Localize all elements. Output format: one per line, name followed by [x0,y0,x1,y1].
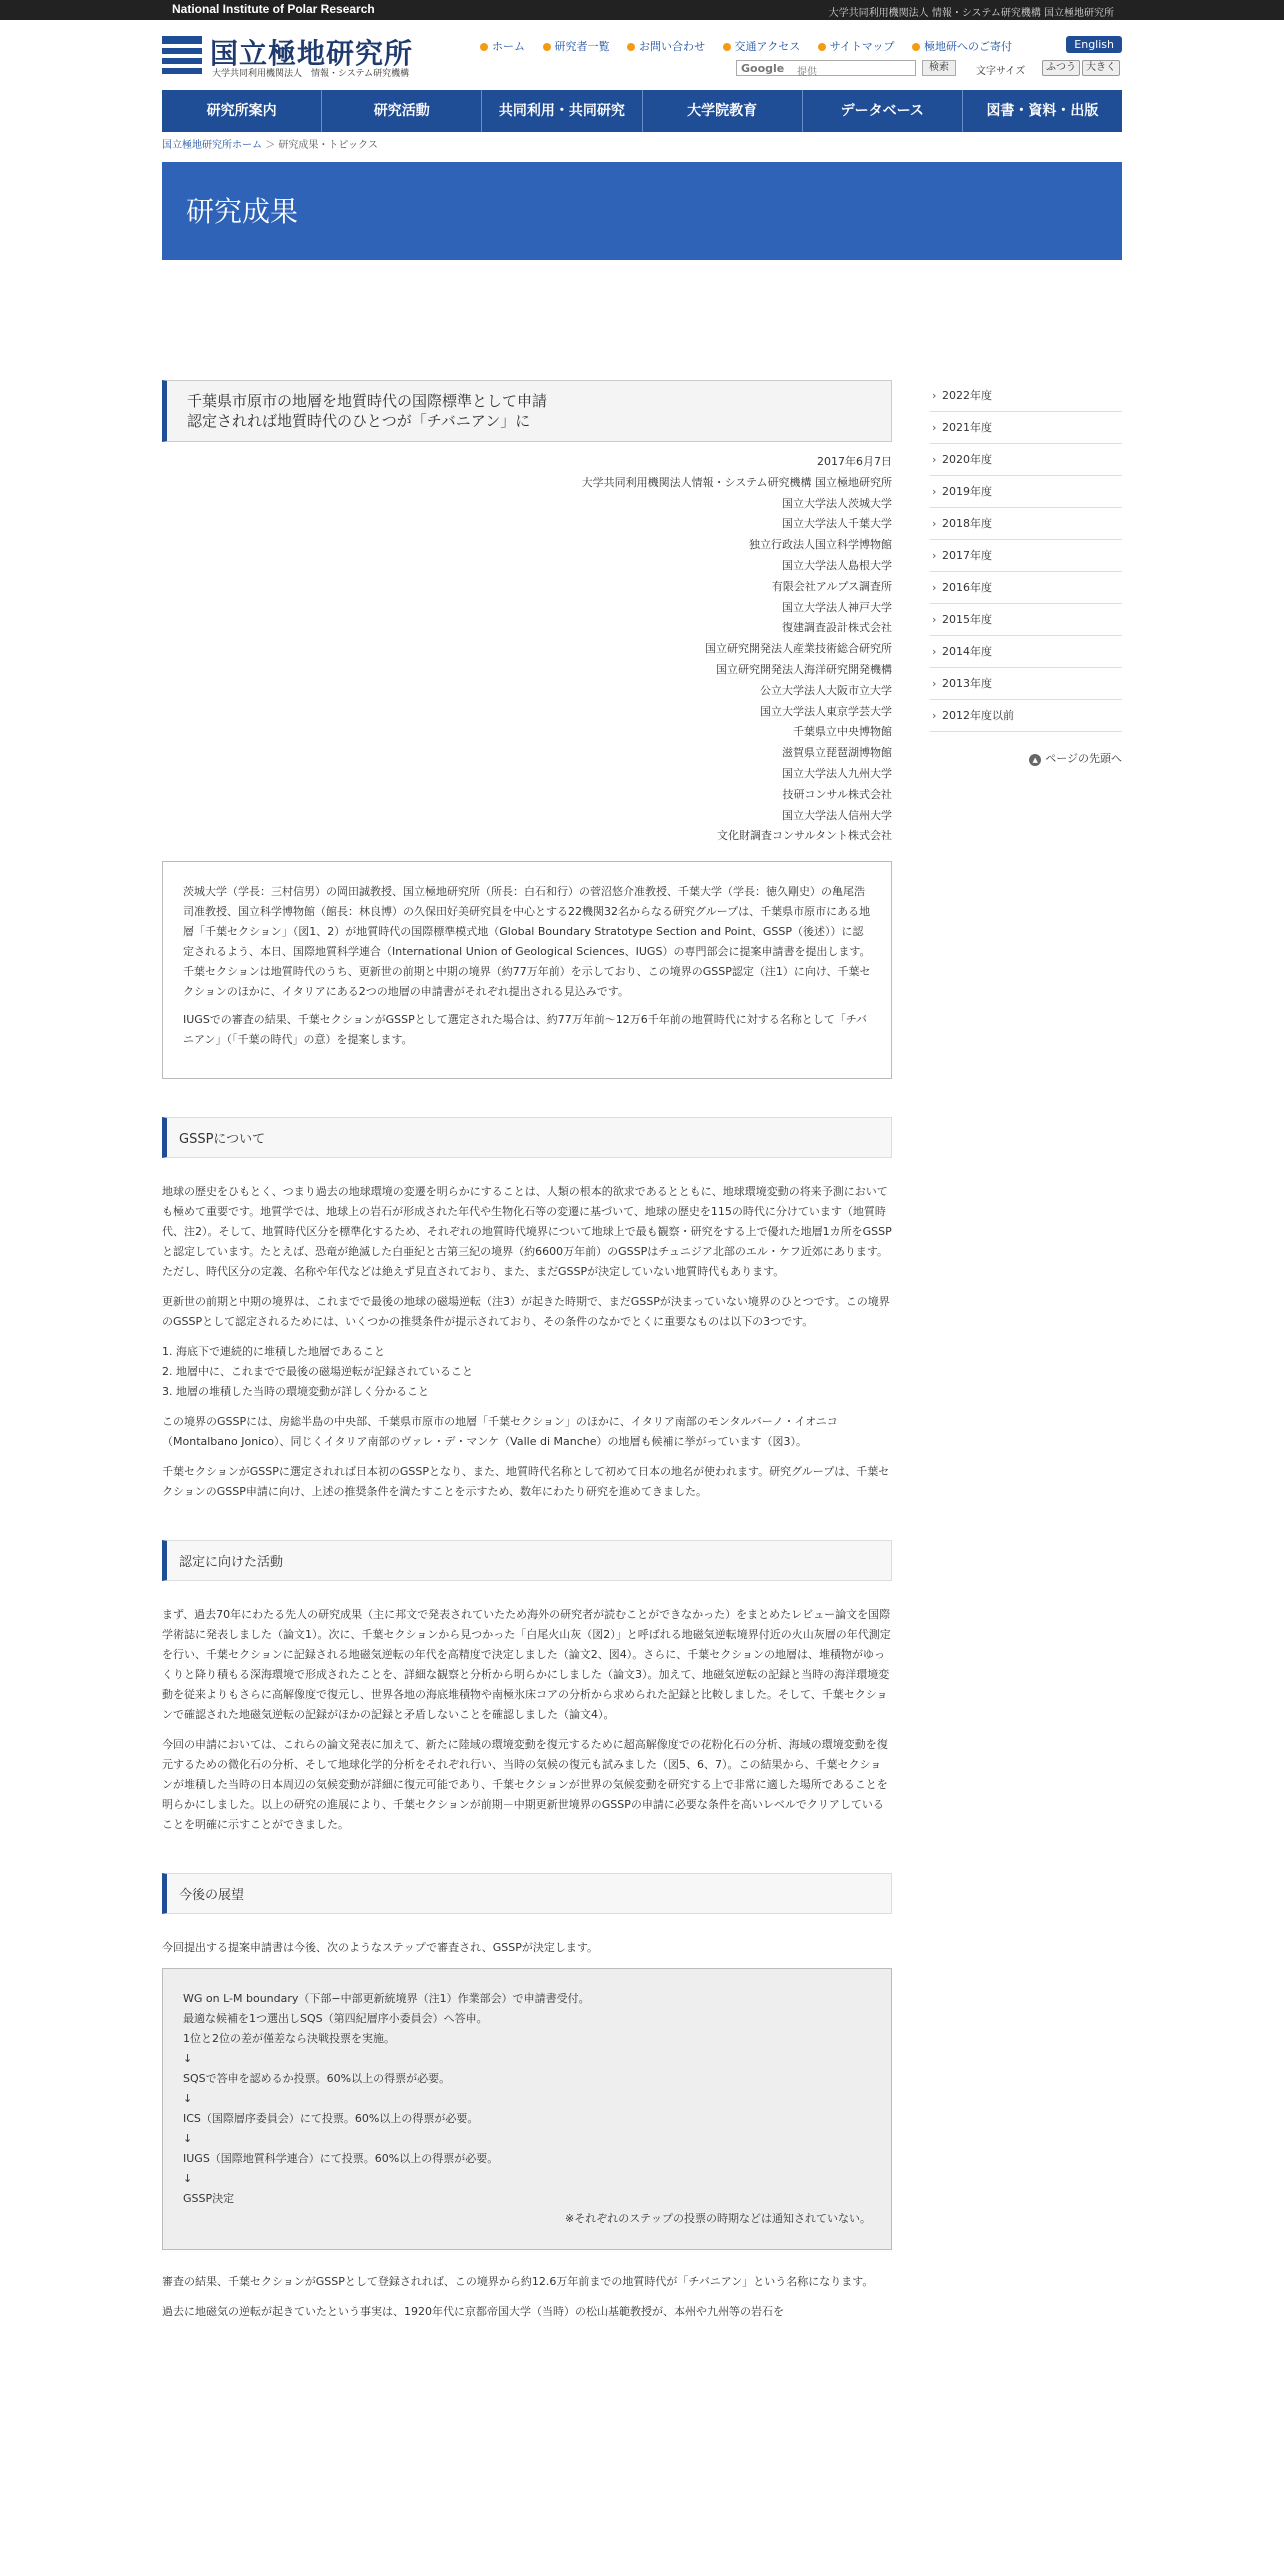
org-item: 国立大学法人九州大学 [782,766,892,780]
logo-mark-icon [162,36,202,74]
utility-link-researchers[interactable]: 研究者一覧 [543,40,610,53]
review-step: ICS（国際層序委員会）にて投票。60%以上の得票が必要。 [183,2112,479,2126]
google-logo: Google [741,62,785,75]
font-size-normal-button[interactable]: ふつう [1042,60,1080,76]
article-meta [162,452,892,847]
gnav-database[interactable]: データベース [803,90,963,132]
sidebar-year-2014[interactable]: › 2014年度 [930,636,1122,668]
logo-english[interactable]: National Institute of Polar Research [172,2,375,16]
logo-subtitle: 大学共同利用機関法人 情報・システム研究機構 [212,69,410,79]
org-item: 国立大学法人茨城大学 [782,496,892,510]
sidebar-year-2019[interactable]: › 2019年度 [930,476,1122,508]
org-item: 文化財調査コンサルタント株式会社 [716,829,892,843]
org-name: 大学共同利用機関法人 情報・システム研究機構 国立極地研究所 [828,8,1114,19]
section-heading-outlook: 今後の展望 [162,1873,892,1914]
gnav-graduate[interactable]: 大学院教育 [643,90,803,132]
review-step: IUGS（国際地質科学連合）にて投票。60%以上の得票が必要。 [183,2152,499,2166]
org-item: 千葉県立中央博物館 [793,725,892,739]
breadcrumb [162,132,1122,162]
page-title: 研究成果 [186,195,299,228]
font-size-label: 文字サイズ [976,66,1026,77]
sidebar-year-2015[interactable]: › 2015年度 [930,604,1122,636]
org-item: 国立大学法人島根大学 [782,558,892,572]
conditions-list [162,1342,892,1402]
review-steps-box [162,1968,892,2250]
org-item: 独立行政法人国立科学博物館 [749,538,892,552]
paragraph: 今回提出する提案申請書は今後、次のようなステップで審査され、GSSPが決定します。 [162,1941,599,1955]
utility-link-donation[interactable]: 極地研へのご寄付 [912,40,1012,53]
sidebar-year-2012-earlier[interactable]: › 2012年度以前 [930,700,1122,732]
review-step: WG on L-M boundary（下部−中部更新統境界（注1）作業部会）で申請書受付。 [183,1992,590,2006]
org-item: 国立大学法人信州大学 [782,808,892,822]
review-step-arrow: ↓ [183,2092,193,2106]
list-item: 2. 地層中に、これまでで最後の磁場逆転が記録されていること [162,1365,473,1379]
org-item: 国立大学法人東京学芸大学 [760,704,892,718]
article-title-line2: 認定されれば地質時代のひとつが「チバニアン」に [187,412,531,430]
review-step: SQSで答申を認めるか投票。60%以上の得票が必要。 [183,2072,451,2086]
review-step-arrow: ↓ [183,2052,193,2066]
review-step-arrow: ↓ [183,2172,193,2186]
list-item: 1. 海底下で連続的に堆積した地層であること [162,1345,385,1359]
page-top-link[interactable]: ▲ ページの先頭へ [930,750,1122,766]
summary-paragraph: IUGSでの審査の結果、千葉セクションがGSSPとして選定された場合は、約77万年前～12万6千年前の地質時代に対する名称として「チバニアン」（「千葉の時代」の意）を提案します。 [183,1013,868,1047]
org-item: 復建調査設計株式会社 [782,621,892,635]
review-step: GSSP決定 [183,2192,235,2206]
section-outlook [162,1938,892,2322]
logo-japanese: 国立極地研究所 [210,37,414,70]
article-title-line1: 千葉県市原市の地層を地質時代の国際標準として申請 [187,392,548,410]
paragraph: 更新世の前期と中期の境界は、これまでで最後の地球の磁場逆転（注3）が起きた時期で、まだGSSPが決まっていない境界のひとつです。この境界のGSSPとして認定されるためには、いくつかの推奨条件が提示されており、その条件のなかでとくに重要なものは以下の3つです。 [162,1295,890,1329]
paragraph: 審査の結果、千葉セクションがGSSPとして登録されれば、この境界から約12.6万年前までの地質時代が「チバニアン」という名称になります。 [162,2275,874,2289]
search-input[interactable] [736,60,916,76]
global-nav [162,90,1122,132]
org-item: 公立大学法人大阪市立大学 [760,683,892,697]
article-date: 2017年6月7日 [817,455,892,468]
header [162,20,1122,90]
sidebar-year-2021[interactable]: › 2021年度 [930,412,1122,444]
paragraph: 地球の歴史をひもとく、つまり過去の地球環境の変遷を明らかにすることは、人類の根本的欲求であるとともに、地球環境変動の将来予測においても極めて重要です。地質学では、地球上の岩石が形成された年代や生物化石等の変遷に基づいて、地球の歴史を115の時代に分けています（地質時代、注2）。そして、地質時代区分を標準化するため、それぞれの地質時代境界について地球上で最も観察・研究をする上で優れた地層1カ所をGSSPと認定しています。たとえば、恐竜が絶滅した白亜紀と古第三紀の境界（約6600万年前）のGSSPはチュニジア北部のエル・ケフ近郊にあります。ただし、時代区分の定義、名称や年代などは絶えず見直されており、また、まだGSSPが決定していない地質時代もあります。 [162,1185,892,1279]
sidebar-year-2013[interactable]: › 2013年度 [930,668,1122,700]
utility-link-access[interactable]: 交通アクセス [723,40,801,53]
steps-note: ※それぞれのステップの投票の時期などは通知されていない。 [565,2212,871,2226]
utility-link-contact[interactable]: お問い合わせ [627,40,705,53]
article-title [187,391,877,431]
section-heading-gssp: GSSPについて [162,1117,892,1158]
sidebar-year-2016[interactable]: › 2016年度 [930,572,1122,604]
english-button[interactable]: English [1066,36,1122,53]
gnav-research[interactable]: 研究活動 [322,90,482,132]
font-size-large-button[interactable]: 大きく [1082,60,1120,76]
gnav-joint-research[interactable]: 共同利用・共同研究 [482,90,642,132]
org-item: 大学共同利用機関法人情報・システム研究機構 国立極地研究所 [581,475,892,489]
breadcrumb-separator: ＞ [265,140,276,151]
paragraph: 千葉セクションがGSSPに選定されれば日本初のGSSPとなり、また、地質時代名称として初めて日本の地名が使われます。研究グループは、千葉セクションのGSSP申請に向け、上述の推奨条件を満たすことを示すため、数年にわたり研究を進めてきました。 [162,1465,890,1499]
sidebar-year-2020[interactable]: › 2020年度 [930,444,1122,476]
gnav-about[interactable]: 研究所案内 [162,90,322,132]
org-item: 国立研究開発法人海洋研究開発機構 [716,662,892,676]
org-item: 国立研究開発法人産業技術総合研究所 [705,642,892,656]
site-logo[interactable] [162,34,462,78]
review-step: 最適な候補を1つ選出しSQS（第四紀層序小委員会）へ答申。 [183,2012,488,2026]
hero-banner [162,162,1122,260]
org-item: 有限会社アルプス調査所 [771,579,892,593]
review-step: 1位と2位の差が僅差なら決戦投票を実施。 [183,2032,395,2046]
section-gssp [162,1182,892,1502]
org-list [162,473,892,847]
breadcrumb-home[interactable]: 国立極地研究所ホーム [162,140,262,151]
breadcrumb-current: 研究成果・トピックス [278,140,378,151]
utility-nav [466,38,1012,54]
search-button[interactable]: 検索 [922,60,956,76]
review-step-arrow: ↓ [183,2132,193,2146]
org-item: 技研コンサル株式会社 [782,787,892,801]
org-item: 国立大学法人千葉大学 [782,517,892,531]
sidebar-year-2018[interactable]: › 2018年度 [930,508,1122,540]
gnav-library[interactable]: 図書・資料・出版 [986,103,1099,119]
sidebar-year-2022[interactable]: › 2022年度 [930,380,1122,412]
paragraph: この境界のGSSPには、房総半島の中央部、千葉県市原市の地層「千葉セクション」のほかに、イタリア南部のモンタルバーノ・イオニコ（Montalbano Jonico）、同じくイタリア南部のヴァレ・デ・マンケ（Valle di Manche）の地層も候補に挙がっています（図3）。 [162,1415,838,1449]
paragraph: 今回の申請においては、これらの論文発表に加えて、新たに陸域の環境変動を復元するために超高解像度での花粉化石の分析、海域の環境変動を復元するための微化石の分析、そして地球化学的分析をそれぞれ行い、当時の気候の復元も試みました（図5、6、7）。この結果から、千葉セクションが堆積した当時の日本周辺の気候変動が詳細に復元可能であり、千葉セクションが世界の気候変動を研究する上で非常に適した場所であることを明らかにしました。以上の研究の進展により、千葉セクションが前期－中期更新世境界のGSSPの申請に必要な条件を高いレベルでクリアしていることを明確に示すことができました。 [162,1738,888,1832]
sidebar [930,380,1122,766]
search-placeholder: 提供 [797,67,817,78]
section-heading-activities: 認定に向けた活動 [162,1540,892,1581]
sidebar-year-2017[interactable]: › 2017年度 [930,540,1122,572]
summary-box [162,861,892,1079]
top-bar [0,0,1284,20]
paragraph: 過去に地磁気の逆転が起きていたという事実は、1920年代に京都帝国大学（当時）の松山基範教授が、本州や九州等の岩石を [162,2305,784,2319]
utility-link-home[interactable]: ホーム [480,40,525,53]
utility-link-sitemap[interactable]: サイトマップ [818,40,895,53]
section-activities [162,1605,892,1835]
paragraph: まず、過去70年にわたる先人の研究成果（主に邦文で発表されていたため海外の研究者が読むことができなかった）をまとめたレビュー論文を国際学術誌に発表しました（論文1）。次に、千葉セクションから見つかった「白尾火山灰（図2）」と呼ばれる地磁気逆転境界付近の火山灰層の年代測定を行い、千葉セクションに記録される地磁気逆転の年代を高精度で決定しました（論文2、図4）。さらに、千葉セクションの地層は、堆積物がゆっくりと降り積もる深海環境で形成されたことを、詳細な観察と分析から明らかにしました（論文3）。加えて、地磁気逆転の記録と当時の海洋環境変動を従来よりもさらに高解像度で復元し、世界各地の海底堆積物や南極氷床コアの分析から求められた記録と比較しました。そして、千葉セクションで確認された地磁気逆転の記録がほかの記録と矛盾しないことを確認しました（論文4）。 [162,1608,891,1722]
main-content [162,380,892,2332]
summary-paragraph: 茨城大学（学長：三村信男）の岡田誠教授、国立極地研究所（所長：白石和行）の菅沼悠介准教授、千葉大学（学長：徳久剛史）の亀尾浩司准教授、国立科学博物館（館長：林良博）の久保田好美研究員を中心とする22機関32名からなる研究グループは、千葉県市原市にある地層「千葉セクション」（図1、2）が地質時代の国際標準模式地（Global Boundary Stratotype Section and Point、GSSP（後述））に認定されるよう、本日、国際地質科学連合（International Union of Geological Sciences、IUGS）の専門部会に提案申請書を提出します。千葉セクションは地質時代のうち、更新世の前期と中期の境界（約77万年前）を示しており、この境界のGSSP認定（注1）に向け、千葉セクションのほかに、イタリアにある2つの地層の申請書がそれぞれ提出される見込みです。 [183,885,871,999]
article-title-box [162,380,892,442]
org-item: 滋賀県立琵琶湖博物館 [782,746,892,760]
org-item: 国立大学法人神戸大学 [782,600,892,614]
list-item: 3. 地層の堆積した当時の環境変動が詳しく分かること [162,1385,429,1399]
